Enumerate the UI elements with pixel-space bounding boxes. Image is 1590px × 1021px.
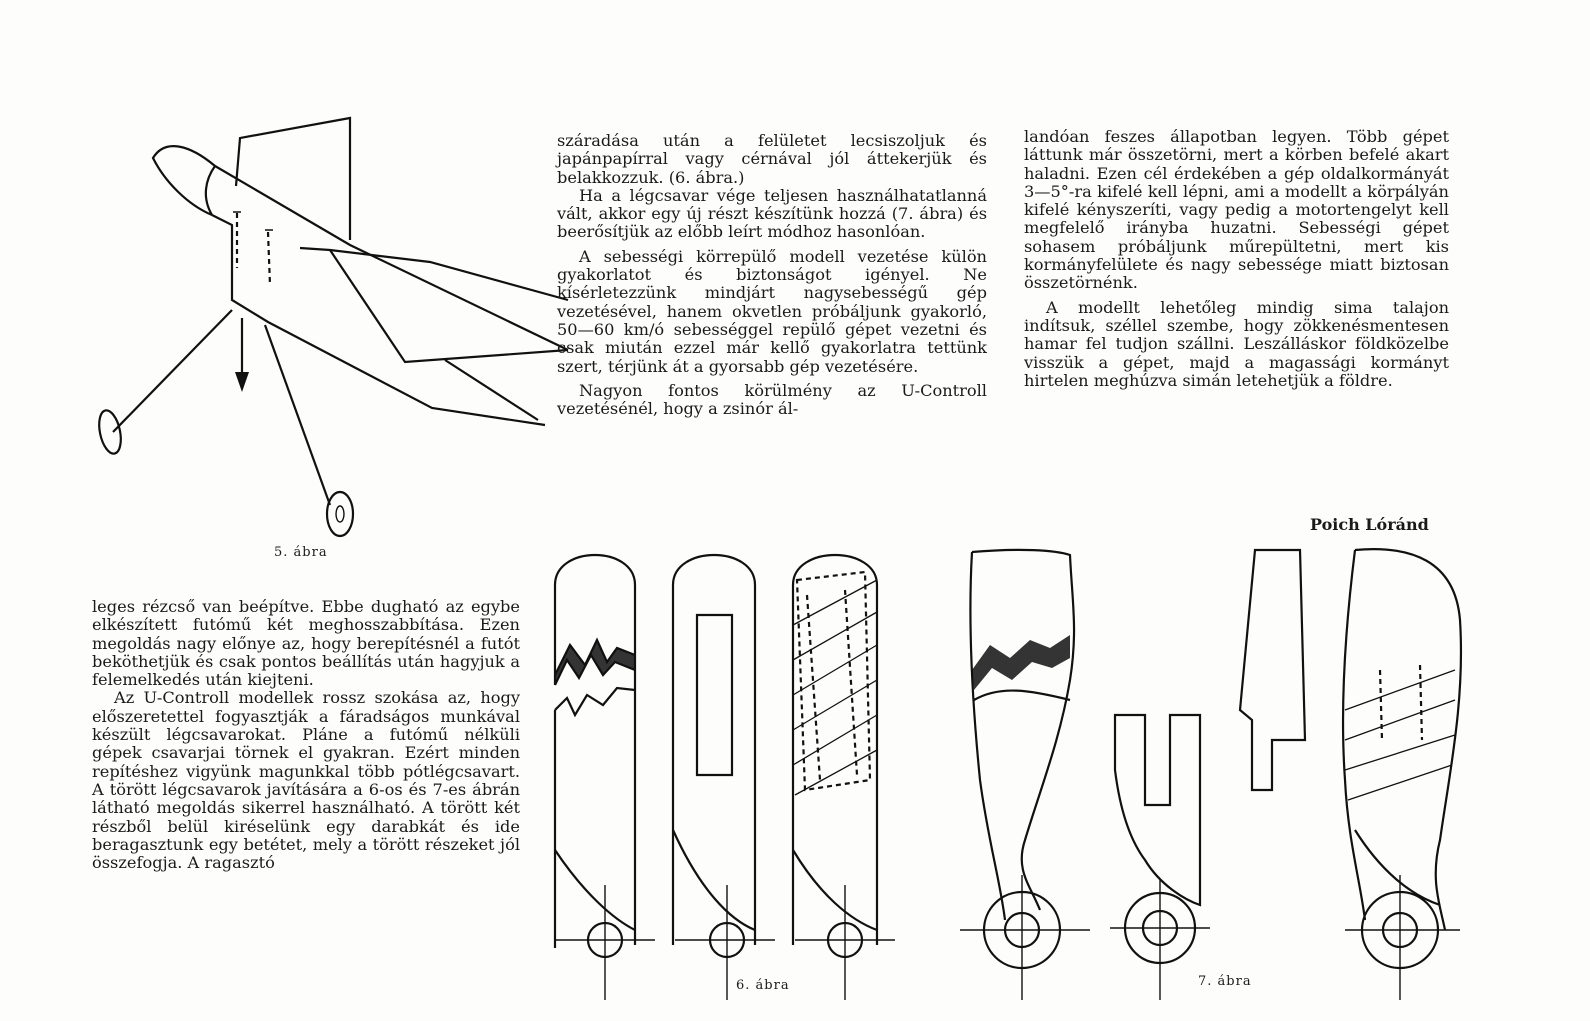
paragraph: Nagyon fontos körülmény az U-Controll vezetésénél, hogy a zsinór ál- bbox=[557, 380, 987, 419]
figure-6-caption: 6. ábra bbox=[736, 978, 790, 993]
article-column-right bbox=[1024, 128, 1449, 390]
article-column-left bbox=[92, 598, 520, 872]
figure-7-propeller-tip-drawing bbox=[960, 540, 1460, 1000]
figure-5-caption: 5. ábra bbox=[274, 545, 328, 560]
paragraph: leges rézcső van beépítve. Ebbe dugható az egybe elkészített futómű két meghosszabbítása. Ezen megoldás nagy előnye az, hogy berepítésnél a futót beköthetjük és csak pontos beállítás után hagyjuk a felemelkedés után kiejteni. bbox=[92, 597, 520, 690]
paragraph: A modellt lehetőleg mindig sima talajon indítsuk, széllel szembe, hogy zökkenésmentesen hamar fel tudjon szállni. Leszálláskor földközelbe visszük a gépet, majd a magassági kormányt hirtelen meghúzva simán letehetjük a földre. bbox=[1024, 297, 1449, 390]
figure-5-airplane-drawing bbox=[0, 0, 560, 560]
paragraph: landóan feszes állapotban legyen. Több gépet láttunk már összetörni, mert a körben befelé akart haladni. Ezen cél érdekében a gép oldalkormányát 3—5°-ra kifelé kell lépni, ami a modellt a körpályán kifelé kényszeríti, vagy pedig a motortengelyt kell megfelelő irányba huzatni. Sebességi gépet sohasem próbáljunk műrepültetni, mert kis kormányfelülete és nagy sebessége miatt biztosan összetörnénk. bbox=[1024, 127, 1449, 293]
paragraph: Ha a légcsavar vége teljesen használhatatlanná vált, akkor egy új részt készítünk hozzá (7. ábra) és beerősítjük az előbb leírt módhoz hasonlóan. bbox=[557, 185, 987, 242]
figure-6-propeller-repair-drawing bbox=[545, 550, 905, 1000]
paragraph: A sebességi körrepülő modell vezetése külön gyakorlatot és biztonságot igényel. Ne kísérletezzünk mindjárt nagysebességű gép vezetésével, hanem okvetlen próbáljunk gyakorló, 50—60 km/ó sebességgel repülő gépet vezetni és csak miután ezzel már kellő gyakorlatra tettünk szert, térjünk át a gyorsabb gép vezetésére. bbox=[557, 246, 987, 376]
figure-7-caption: 7. ábra bbox=[1198, 974, 1252, 989]
article-column-middle bbox=[557, 132, 987, 418]
author-signature: Poich Lóránd bbox=[1310, 515, 1429, 534]
paragraph: száradása után a felületet lecsiszoljuk és japánpapírral vagy cérnával jól áttekerjük és belakkozzuk. (6. ábra.) bbox=[557, 131, 987, 187]
paragraph: Az U-Controll modellek rossz szokása az, hogy előszeretettel fogyasztják a fáradságos munkával készült légcsavarokat. Pláne a futómű nélküli gépek csavarjai törnek el gyakran. Ezért minden repítéshez vigyünk magunkkal több pótlégcsavart. A törött légcsavarok javítására a 6-os és 7-es ábrán látható megoldás sikerrel használható. A törött két részből belül kiréselünk egy darabkát és ide beragasztunk egy betétet, mely a törött részeket jól összefogja. A ragasztó bbox=[92, 688, 520, 873]
